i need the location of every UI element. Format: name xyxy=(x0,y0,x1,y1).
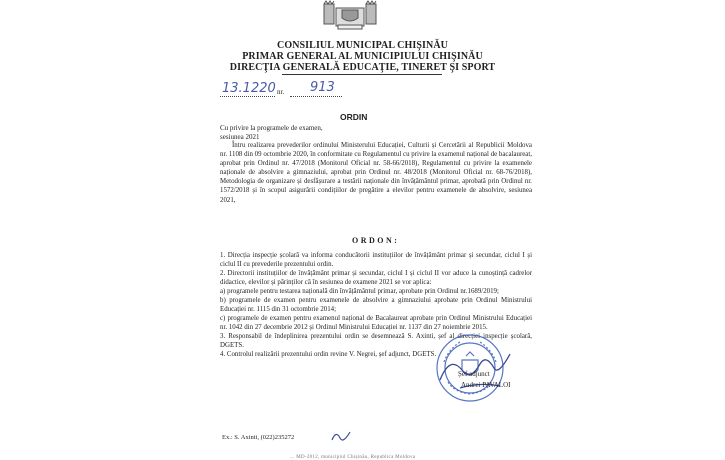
header-directorate: DIRECŢIA GENERALĂ EDUCAŢIE, TINERET ŞI SPORT xyxy=(229,62,496,73)
coat-of-arms xyxy=(316,0,384,30)
header-rule xyxy=(282,74,442,75)
order-item-1: 1. Direcția inspecție școlară va informa conducătorii instituțiilor de învățământ primar și secundar, ciclul I și ciclul II cu prevederile prezentului ordin. xyxy=(220,252,532,268)
signatory-title: Șef adjunct xyxy=(458,370,490,378)
subject-line-1: Cu privire la programele de examen, xyxy=(220,124,323,132)
date-underline xyxy=(220,96,275,97)
initials-icon xyxy=(330,430,352,444)
executor-line: Ex.: S. Axinti, (022)235272 xyxy=(222,434,295,441)
order-item-3: 3. Responsabil de îndeplinirea prezentului ordin se desemnează S. Axinti, șef al direcției inspecție școlară, DGETS. xyxy=(220,333,532,349)
order-item-4: 4. Controlul realizării prezentului ordin revine V. Negrei, șef adjunct, DGETS. xyxy=(220,351,437,358)
order-item-2b: b) programele de examen pentru examenele de absolvire a gimnaziului aprobate prin Ordinul Ministrului Educației nr. 1115 din 31 octombrie 2014; xyxy=(220,297,532,313)
registration-number: 913 xyxy=(310,80,335,95)
header-council: CONSILIUL MUNICIPAL CHIŞINĂU xyxy=(277,40,448,51)
signatory-name: Andrei PAVALOI xyxy=(461,381,511,389)
executor-initials xyxy=(330,430,352,444)
coat-of-arms-icon xyxy=(316,0,384,30)
preamble-paragraph: Întru realizarea prevederilor ordinului Ministerului Educației, Culturii și Cercetării al Republicii Moldova nr. 1108 din 09 octombrie 2020, în conformitate cu Regulamentul cu privire la examenul național de bacalaureat, aprobat prin Ordinul nr. 47/2018 (Monitorul Oficial nr. 58-66/2018), Regulamentul cu privire la examenele naționale de absolvire a gimnaziului, aprobat prin Ordinul nr. 48/2018 (Monitorul Oficial nr. 68-76/2018), Metodologia de organizare și desfășurare a testării naționale din învățământul primar, aprobată prin Ordinul nr. 1572/2018 și în scopul asigurării condițiilor de pregătire a elevilor pentru examenele de absolvire, sesiunea 2021, xyxy=(220,142,532,204)
order-item-2c: c) programele de examen pentru examenul național de Bacalaureat aprobate prin Ordinul Ministrului Educației nr. 1042 din 27 decembrie 2012 și Ordinul Ministrului Educației nr. 1137 din 27 noiembrie 2015. xyxy=(220,315,532,331)
registration-date: 13.1220 xyxy=(222,81,276,96)
order-item-2a: a) programele pentru testarea națională din învățământul primar, aprobate prin Ordinul nr.1689/2019; xyxy=(220,288,499,295)
number-underline xyxy=(290,96,342,97)
order-item-2: 2. Directorii instituțiilor de învățământ primar și secundar, ciclul I și ciclul II vor aduce la cunoștință cadrelor didactice, elevilor și părinților că în sesiunea de examene 2021 se vor aplica: xyxy=(220,270,532,286)
registration-nr-label: nr. xyxy=(277,88,285,96)
document-subject xyxy=(220,124,420,141)
ordon-heading: ORDON: xyxy=(352,236,400,245)
document-title: ORDIN xyxy=(340,112,368,122)
header-mayor: PRIMAR GENERAL AL MUNICIPIULUI CHIŞINĂU xyxy=(242,51,483,62)
subject-line-2: sesiunea 2021 xyxy=(220,132,260,141)
footer-address: ... MD-2012, municipiul Chișinău, Republica Moldova xyxy=(290,455,416,460)
